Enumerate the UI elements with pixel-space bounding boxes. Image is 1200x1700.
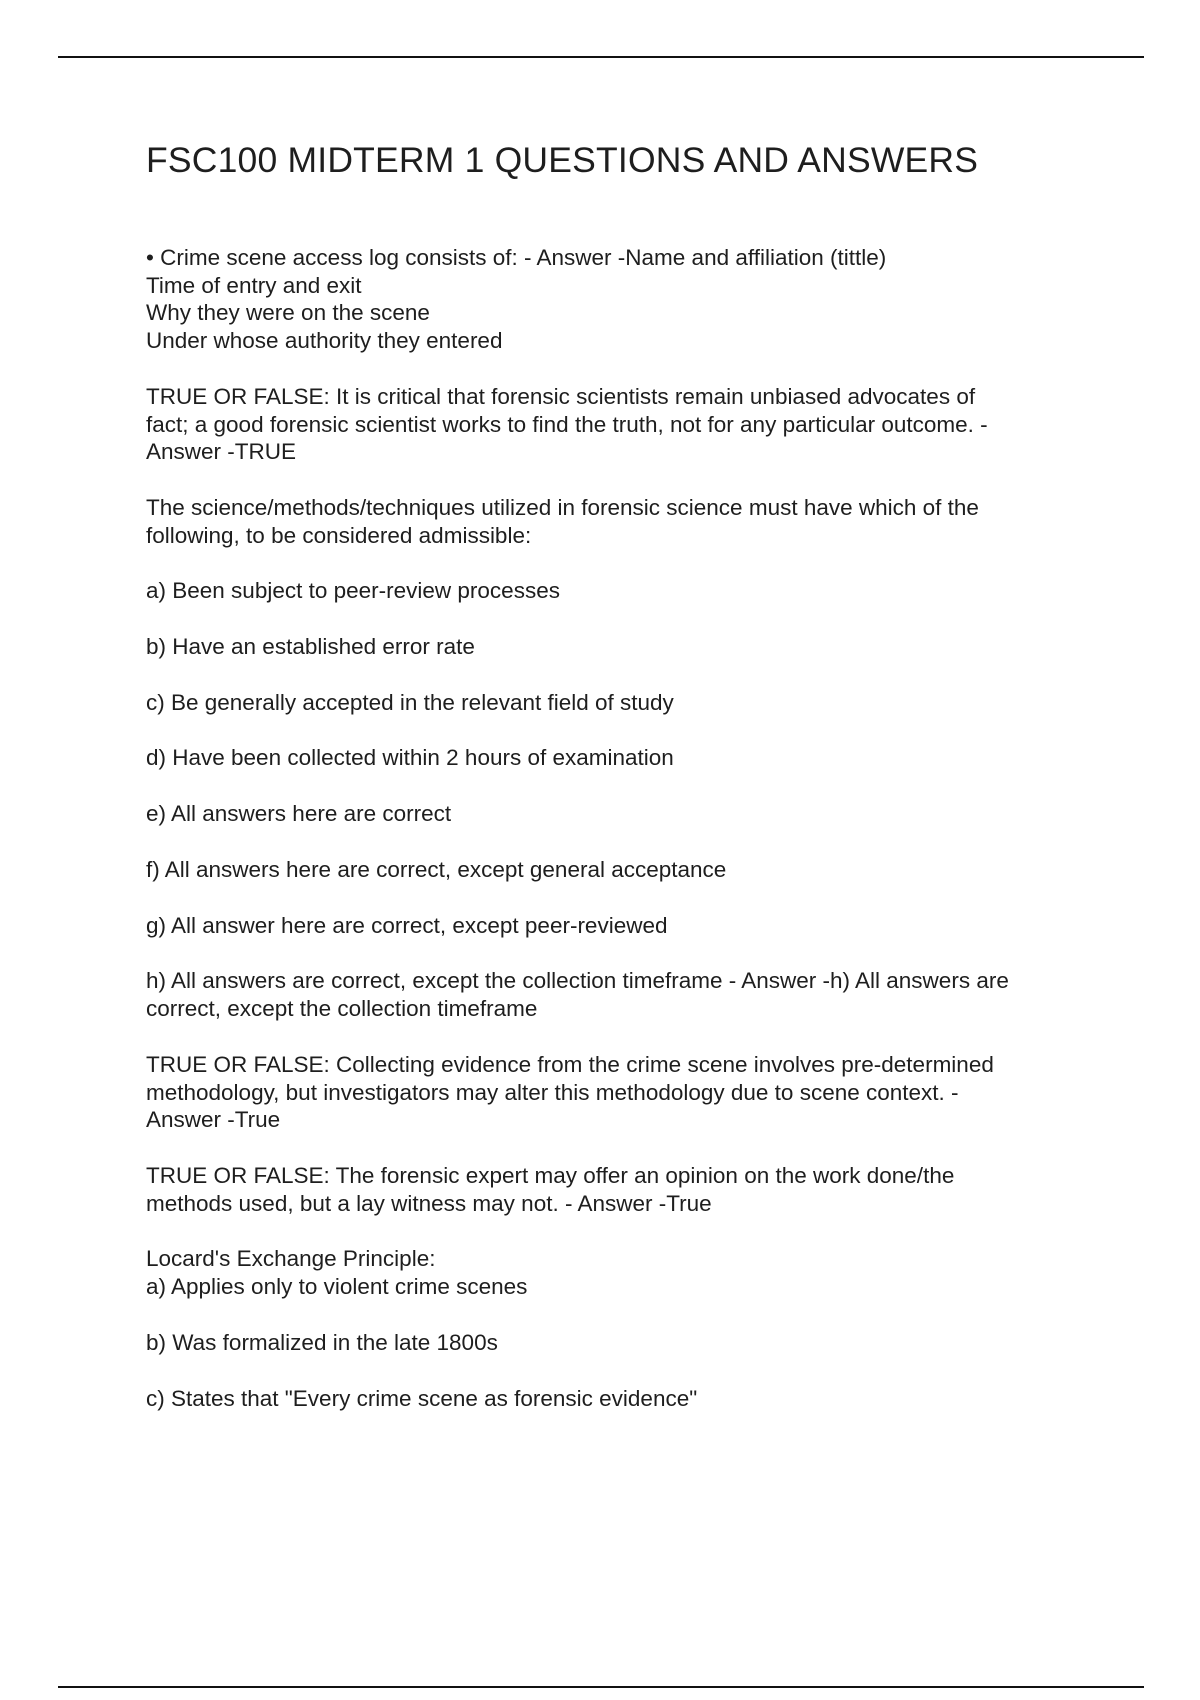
- list-item: a) Applies only to violent crime scenes: [146, 1274, 528, 1299]
- list-item: c) States that "Every crime scene as forensic evidence": [146, 1386, 698, 1411]
- text-line: Time of entry and exit: [146, 273, 362, 298]
- text-line: Answer -True: [146, 1107, 281, 1132]
- text-line: methods used, but a lay witness may not. - Answer -True: [146, 1191, 712, 1216]
- text-line: Answer -TRUE: [146, 439, 297, 464]
- document-title: FSC100 MIDTERM 1 QUESTIONS AND ANSWERS: [146, 140, 979, 180]
- text-line: correct, except the collection timeframe: [146, 996, 538, 1021]
- list-item: c) Be generally accepted in the relevant field of study: [146, 690, 674, 715]
- list-item: e) All answers here are correct: [146, 801, 452, 826]
- list-item: b) Was formalized in the late 1800s: [146, 1330, 498, 1355]
- text-line: TRUE OR FALSE: The forensic expert may offer an opinion on the work done/the: [146, 1163, 955, 1188]
- text-line: • Crime scene access log consists of: - Answer -Name and affiliation (tittle): [146, 245, 887, 270]
- bottom-rule: [58, 1686, 1144, 1688]
- text-line: fact; a good forensic scientist works to find the truth, not for any particular outcome. -: [146, 412, 988, 437]
- text-line: Why they were on the scene: [146, 300, 430, 325]
- text-line: TRUE OR FALSE: Collecting evidence from the crime scene involves pre-determined: [146, 1052, 994, 1077]
- top-rule: [58, 56, 1144, 58]
- list-item: a) Been subject to peer-review processes: [146, 578, 560, 603]
- list-item: h) All answers are correct, except the collection timeframe - Answer -h) All answers are: [146, 968, 1009, 993]
- text-line: following, to be considered admissible:: [146, 523, 532, 548]
- list-item: g) All answer here are correct, except peer-reviewed: [146, 913, 668, 938]
- list-item: d) Have been collected within 2 hours of examination: [146, 745, 674, 770]
- text-line: Locard's Exchange Principle:: [146, 1246, 436, 1271]
- text-line: TRUE OR FALSE: It is critical that forensic scientists remain unbiased advocates of: [146, 384, 976, 409]
- text-line: methodology, but investigators may alter this methodology due to scene context. -: [146, 1080, 959, 1105]
- text-line: The science/methods/techniques utilized in forensic science must have which of the: [146, 495, 979, 520]
- list-item: f) All answers here are correct, except general acceptance: [146, 857, 727, 882]
- list-item: b) Have an established error rate: [146, 634, 475, 659]
- text-line: Under whose authority they entered: [146, 328, 503, 353]
